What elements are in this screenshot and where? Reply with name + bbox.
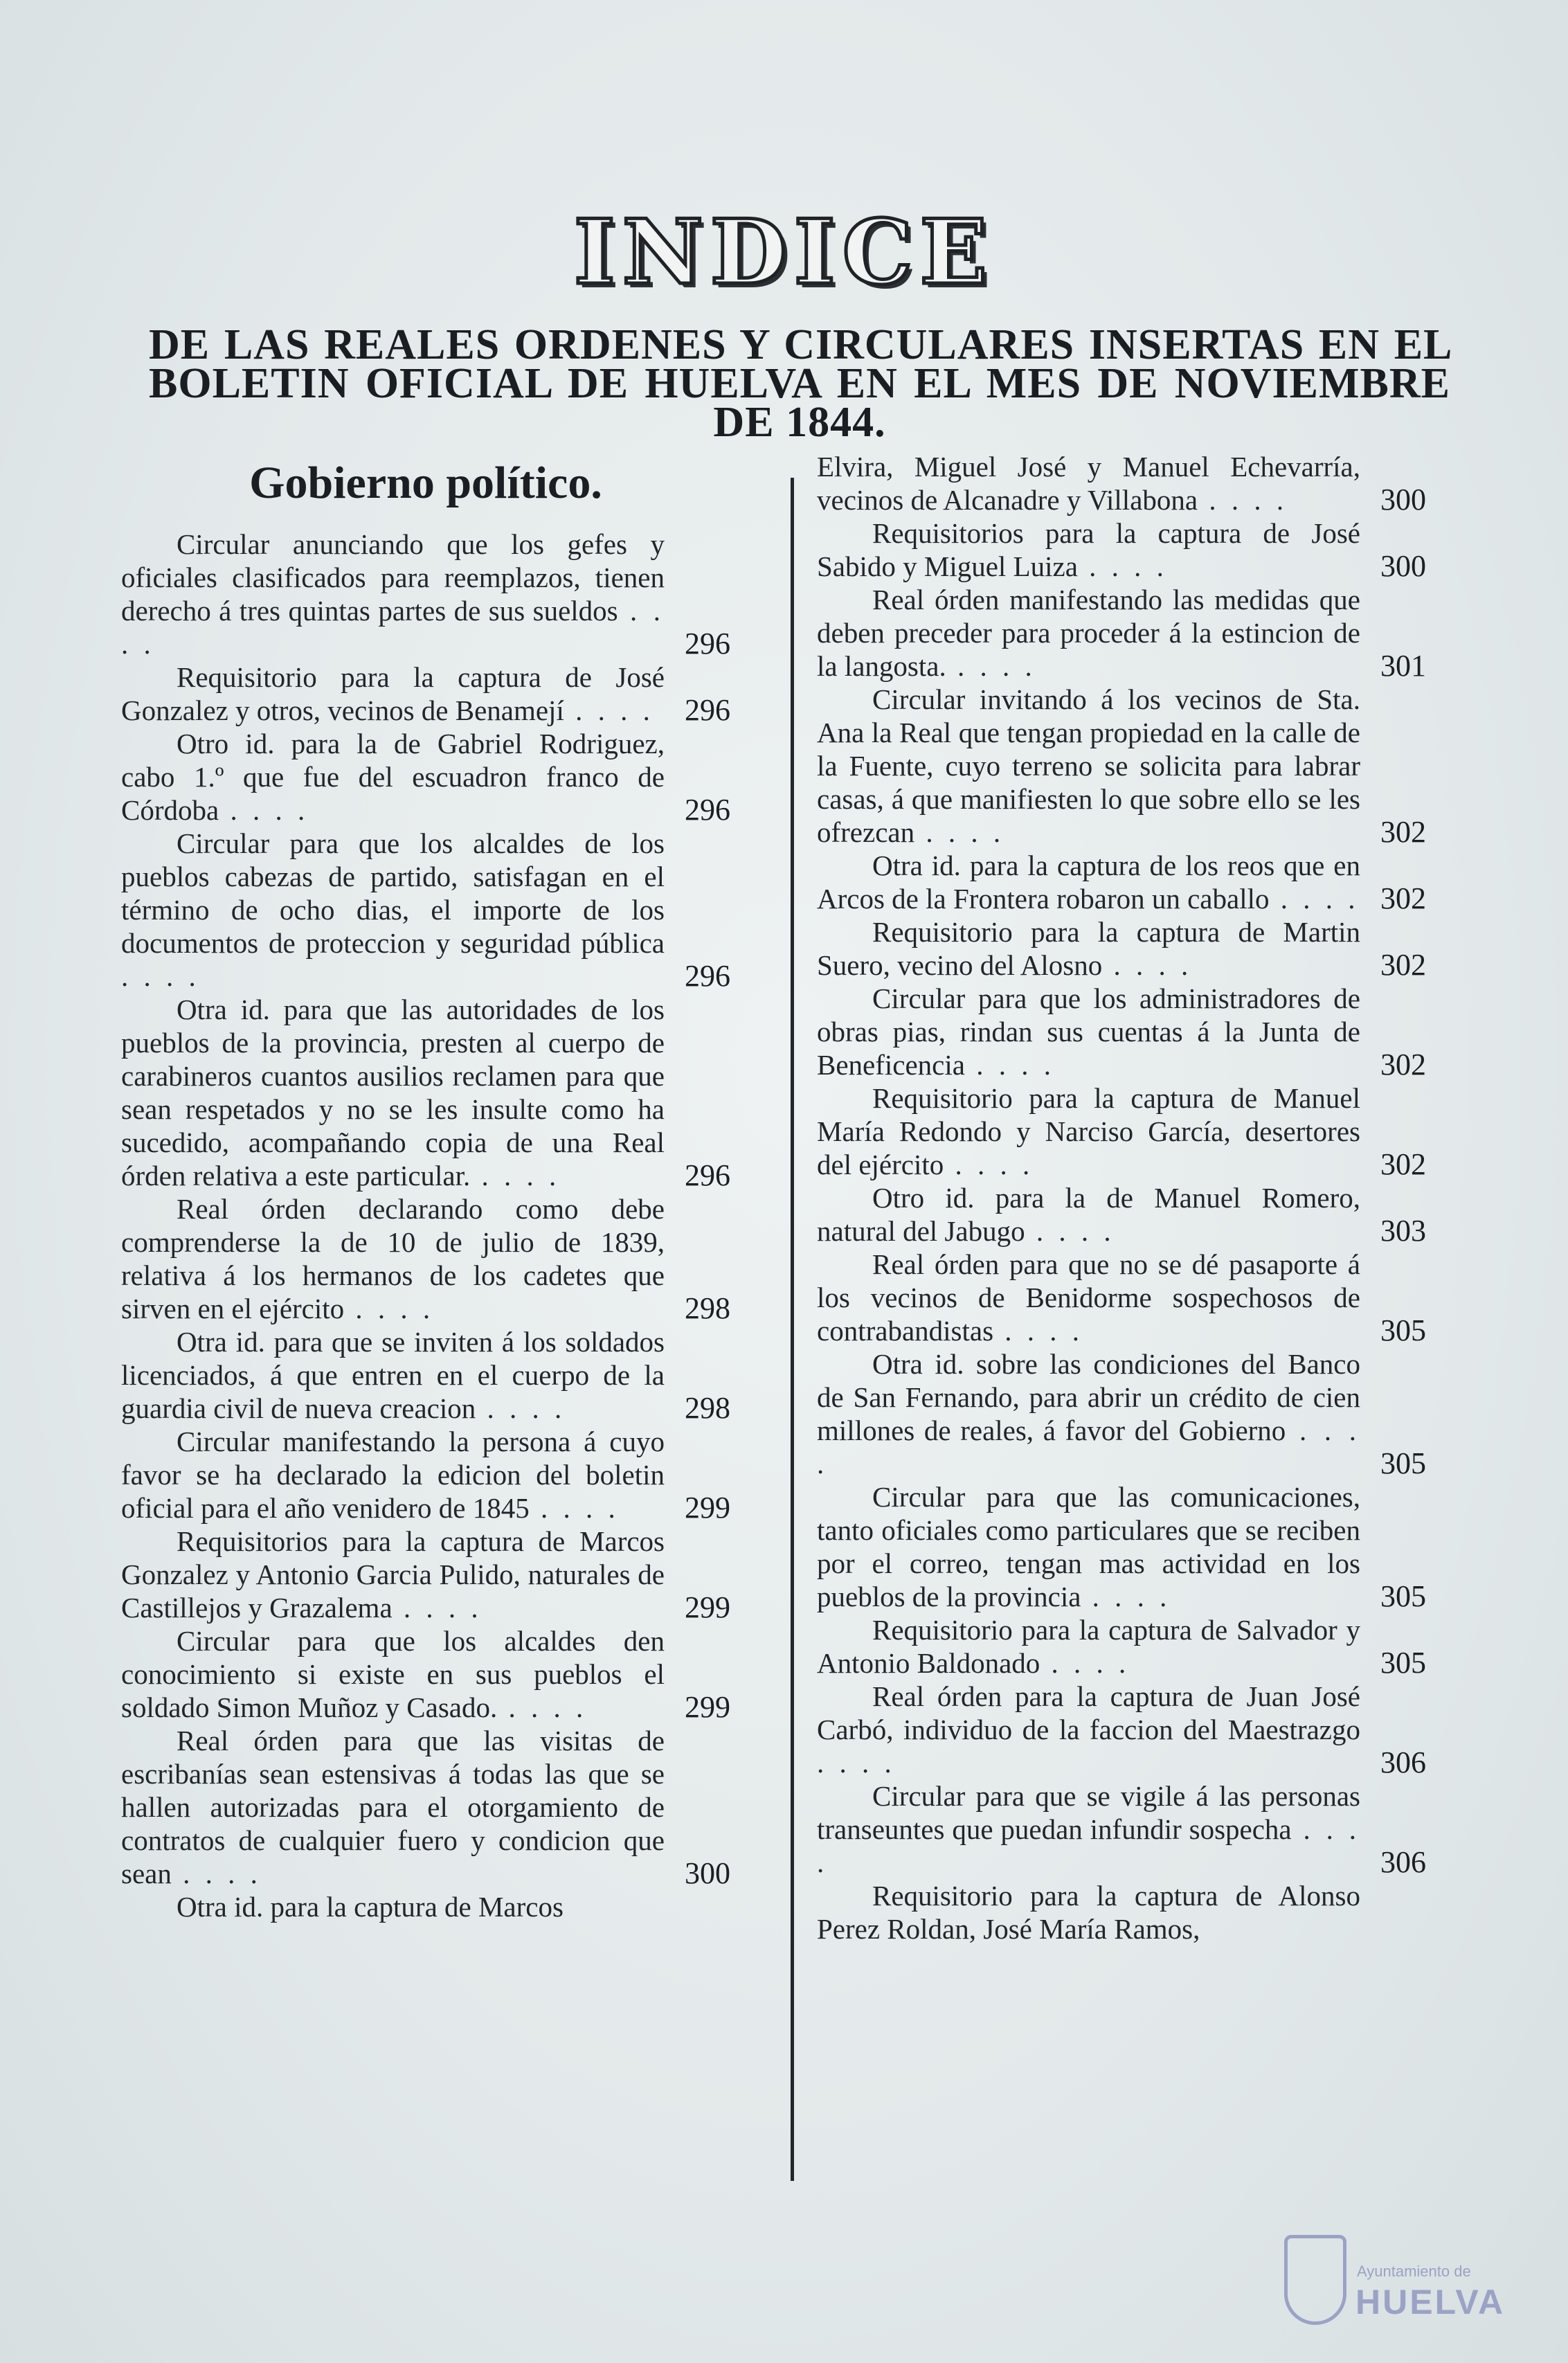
index-entry [121,993,730,1192]
entry-page-number: 303 [1380,1214,1426,1248]
entry-page-number: 296 [685,1158,730,1192]
index-entry [121,661,730,727]
index-entry [817,1480,1426,1613]
entry-page-number: 301 [1380,649,1426,683]
section-title: Gobierno político. [249,458,602,508]
leader-dots: . . . . [470,1160,561,1192]
index-entry [817,849,1426,915]
entry-text: Requisitorio para la captura de Manuel María Redondo y Narciso García, desertores del ejército . . . . [817,1082,1360,1180]
column-divider [791,478,794,2181]
entry-text: Circular para que los alcaldes de los pueblos cabezas de partido, satisfagan en el término de ocho dias, el importe de los documentos de proteccion y seguridad pública . . . . [121,827,665,992]
entry-page-number: 298 [685,1291,730,1325]
entry-page-number: 306 [1380,1845,1426,1879]
leader-dots: . . . . [219,794,309,826]
entry-text: Circular para que los alcaldes den conocimiento si existe en sus pueblos el soldado Simon Muñoz y Casado. . . . . [121,1625,665,1723]
leader-dots: . . . . [497,1691,588,1723]
index-entry [121,1425,730,1525]
entry-page-number: 302 [1380,1147,1426,1181]
entry-text: Requisitorio para la captura de José Gonzalez y otros, vecinos de Benamejí . . . . [121,661,665,726]
leader-dots: . . . . [993,1315,1084,1347]
entry-page-number: 296 [685,793,730,827]
index-entry [121,1724,730,1890]
entry-text: Real órden para que no se dé pasaporte á los vecinos de Benidorme sospechosos de contrabandistas . . . . [817,1248,1360,1347]
leader-dots: . . . . [392,1592,483,1624]
subtitle-line-1: DE LAS REALES ORDENES Y CIRCULARES INSERTAS EN EL [149,321,1450,368]
entry-text: Otra id. para la captura de los reos que en Arcos de la Frontera robaron un caballo . . . . [817,850,1360,915]
entry-text: Requisitorio para la captura de Alonso Perez Roldan, José María Ramos, [817,1880,1360,1945]
leader-dots: . . . . [914,816,1005,848]
leader-dots: . . . . [1040,1647,1130,1679]
entry-page-number: 305 [1380,1313,1426,1347]
entry-page-number: 302 [1380,948,1426,982]
leader-dots: . . . . [817,1414,1360,1480]
entry-text: Circular para que se vigile á las personas transeuntes que puedan infundir sospecha . . . . [817,1780,1360,1878]
right-column [817,450,1426,1946]
entry-page-number: 305 [1380,1446,1426,1480]
crest-icon [1284,2235,1346,2325]
entry-text: Otro id. para la de Gabriel Rodriguez, cabo 1.º que fue del escuadron franco de Córdoba . . . . [121,728,665,826]
entry-text: Otra id. para que las autoridades de los pueblos de la provincia, presten al cuerpo de carabineros cuantos ausilios reclamen para que sean respetados y no se les insulte como ha sucedido, acompañando copia de una Real órden relativa a este particular. . . . . [121,994,665,1192]
leader-dots: . . . . [1081,1581,1171,1612]
subtitle-line-3: 1844. [786,399,886,446]
stamp-small-text: Ayuntamiento de [1357,2263,1471,2280]
index-entry [817,683,1426,849]
entry-page-number: 305 [1380,1579,1426,1613]
entry-page-number: 299 [685,1590,730,1624]
entry-text: Requisitorios para la captura de José Sabido y Miguel Luiza . . . . [817,517,1360,582]
left-column [121,450,730,1923]
entry-page-number: 296 [685,627,730,661]
entry-page-number: 300 [685,1856,730,1890]
page-subtitle [149,321,1450,446]
leader-dots: . . . . [817,1813,1360,1878]
entry-text: Elvira, Miguel José y Manuel Echevarría, vecinos de Alcanadre y Villabona . . . . [817,451,1360,516]
leader-dots: . . . . [817,1747,896,1779]
index-entry [817,915,1426,982]
entry-page-number: 298 [685,1391,730,1425]
index-entry [817,1613,1426,1680]
index-entry [817,982,1426,1081]
entry-text: Otro id. para la de Manuel Romero, natural del Jabugo . . . . [817,1182,1360,1247]
index-entry [121,1525,730,1624]
entry-text: Circular invitando á los vecinos de Sta. Ana la Real que tengan propiedad en la calle de la Fuente, cuyo terreno se solicita para labrar casas, á que manifiesten lo que sobre ello se les ofrezcan . . . . [817,683,1360,848]
leader-dots: . . . . [944,1149,1034,1180]
index-entry [817,1680,1426,1779]
entry-page-number: 302 [1380,815,1426,849]
index-entry [817,583,1426,683]
entry-page-number: 302 [1380,1048,1426,1081]
left-entry-list [121,528,730,1923]
entry-text: Real órden para la captura de Juan José Carbó, individuo de la faccion del Maestrazgo . . . . [817,1680,1360,1779]
index-entry [817,1779,1426,1879]
entry-text: Real órden declarando como debe comprenderse la de 10 de julio de 1839, relativa á los hermanos de los cadetes que sirven en el ejército . . . . [121,1193,665,1324]
entry-page-number: 300 [1380,549,1426,583]
entry-page-number: 300 [1380,483,1426,516]
subtitle-line-2: BOLETIN OFICIAL DE HUELVA EN EL MES DE NOVIEMBRE DE [149,360,1450,446]
entry-text: Circular para que las comunicaciones, tanto oficiales como particulares que se reciben por el correo, tengan mas actividad en los pueblos de la provincia . . . . [817,1481,1360,1612]
entry-text: Circular manifestando la persona á cuyo favor se ha declarado la edicion del boletin oficial para el año venidero de 1845 . . . . [121,1426,665,1524]
leader-dots: . . . . [121,595,665,660]
right-entry-list [817,450,1426,1946]
entry-page-number: 306 [1380,1745,1426,1779]
ayuntamiento-stamp [1284,2235,1506,2332]
index-entry [121,1624,730,1724]
entry-text: Otra id. para la captura de Marcos [177,1891,564,1923]
leader-dots: . . . . [1077,550,1168,582]
entry-page-number: 299 [685,1491,730,1525]
index-entry [121,528,730,661]
leader-dots: . . . . [1198,484,1288,516]
entry-text: Requisitorios para la captura de Marcos Gonzalez y Antonio Garcia Pulido, naturales de Castillejos y Grazalema . . . . [121,1525,665,1624]
page-title: INDICE [573,201,995,305]
leader-dots: . . . . [121,960,200,992]
index-entry [817,1181,1426,1248]
entry-page-number: 296 [685,959,730,993]
leader-dots: . . . . [964,1049,1055,1081]
entry-page-number: 302 [1380,881,1426,915]
leader-dots: . . . . [1269,883,1360,915]
stamp-big-text: HUELVA [1355,2283,1506,2321]
leader-dots: . . . . [946,650,1036,682]
leader-dots: . . . . [1102,949,1193,981]
index-entry [121,1890,730,1923]
index-entry [817,1879,1426,1946]
entry-text: Requisitorio para la captura de Martin Suero, vecino del Alosno . . . . [817,916,1360,981]
leader-dots: . . . . [476,1392,566,1424]
leader-dots: . . . . [344,1293,435,1324]
entry-text: Otra id. sobre las condiciones del Banco de San Fernando, para abrir un crédito de cien millones de reales, á favor del Gobierno . . . . [817,1348,1360,1480]
index-entry [817,1347,1426,1480]
index-entry [817,1248,1426,1347]
index-entry [121,727,730,827]
entry-text: Circular anunciando que los gefes y oficiales clasificados para reemplazos, tienen derecho á tres quintas partes de sus sueldos . . . . [121,528,665,660]
index-entry [121,1325,730,1425]
entry-page-number: 296 [685,693,730,727]
leader-dots: . . . . [564,694,654,726]
entry-text: Real órden manifestando las medidas que deben preceder para proceder á la estincion de la langosta. . . . . [817,584,1360,682]
entry-page-number: 299 [685,1690,730,1724]
index-entry [817,1081,1426,1181]
index-entry [121,827,730,993]
leader-dots: . . . . [1025,1215,1115,1247]
entry-text: Circular para que los administradores de obras pias, rindan sus cuentas á la Junta de Beneficencia . . . . [817,982,1360,1081]
entry-page-number: 305 [1380,1646,1426,1680]
entry-text: Requisitorio para la captura de Salvador y Antonio Baldonado . . . . [817,1614,1360,1679]
leader-dots: . . . . [529,1492,620,1524]
entry-text: Otra id. para que se inviten á los soldados licenciados, á que entren en el cuerpo de la guardia civil de nueva creacion . . . . [121,1326,665,1424]
index-entry [817,516,1426,583]
entry-text: Real órden para que las visitas de escribanías sean estensivas á todas las que se hallen autorizadas para el otorgamiento de contratos de cualquier fuero y condicion que sean . . . . [121,1725,665,1889]
index-entry [121,1192,730,1325]
index-entry [817,450,1426,516]
leader-dots: . . . . [171,1858,262,1889]
